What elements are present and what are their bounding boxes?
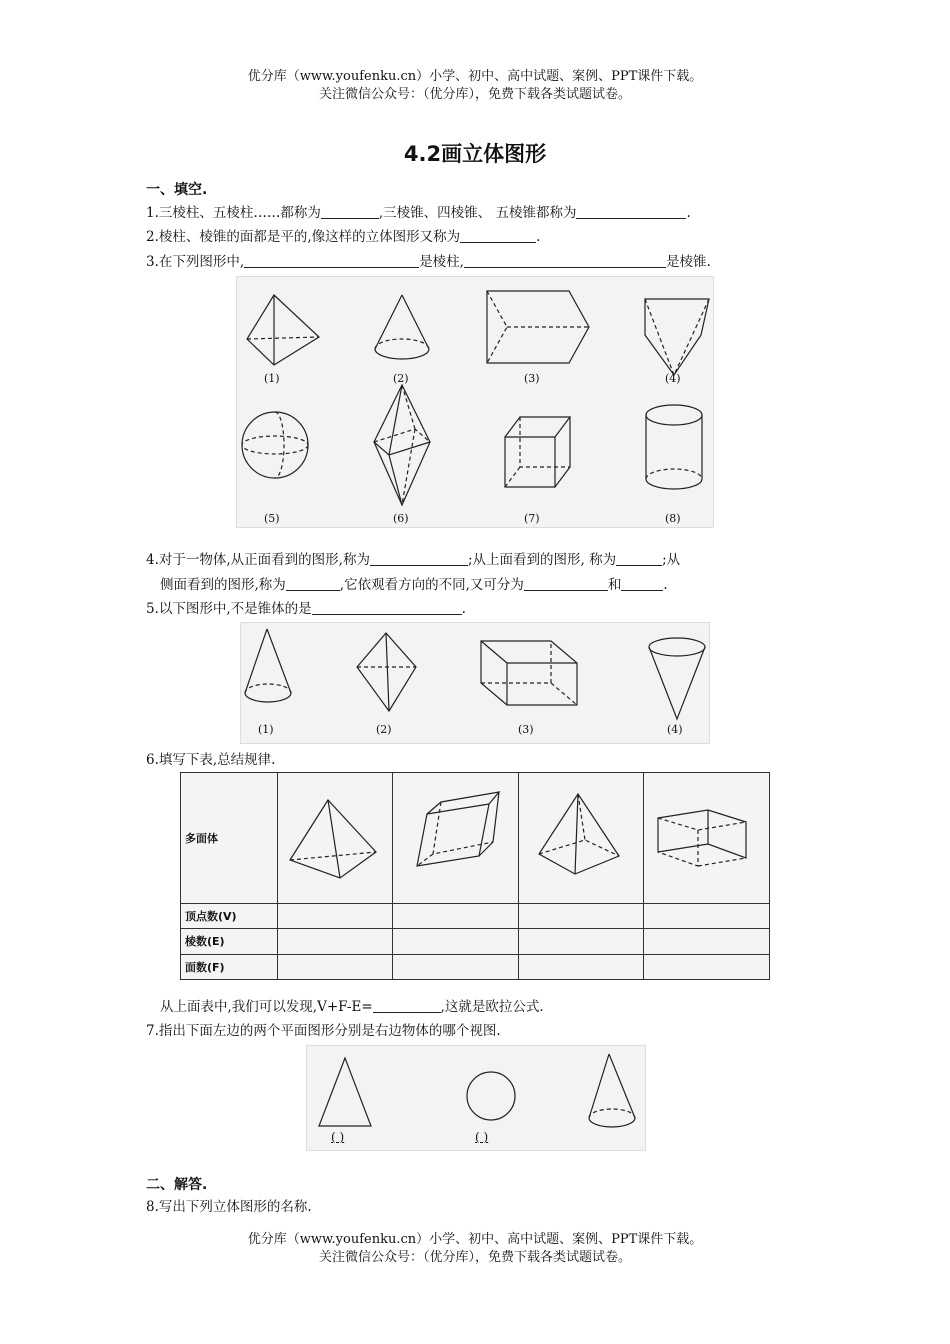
blank[interactable] <box>616 551 662 566</box>
question-4-continued: 侧面看到的图形,称为 ,它依观看方向的不同,又可分为 和 . <box>160 577 668 593</box>
faces-cell[interactable] <box>393 954 519 979</box>
row-label-vertices: 顶点数(V) <box>181 904 278 929</box>
tetrahedron-shape <box>282 782 382 892</box>
blank[interactable] <box>373 998 441 1013</box>
edges-cell[interactable] <box>278 929 393 954</box>
cone-shape-1 <box>245 629 291 702</box>
question-5: 5.以下图形中,不是锥体的是 . <box>146 601 466 617</box>
header-line-1: 优分库（www.youfenku.cn）小学、初中、高中试题、案例、PPT课件下载。 <box>247 69 703 84</box>
blank[interactable] <box>524 576 608 591</box>
square-pyramid-shape <box>523 782 633 892</box>
figure-label: (6) <box>393 512 409 525</box>
inverted-cone-shape-4 <box>649 638 705 719</box>
vertices-cell[interactable] <box>644 904 770 929</box>
answer-bracket-2[interactable]: ( ) <box>475 1130 489 1144</box>
row-label-edges: 棱数(E) <box>181 929 278 954</box>
footer-line-2: 关注微信公众号：（优分库），免费下载各类试题试卷。 <box>318 1250 631 1265</box>
blank[interactable] <box>370 551 468 566</box>
blank[interactable] <box>312 600 462 615</box>
question-4: 4.对于一物体,从正面看到的图形,称为 ;从上面看到的图形, 称为 ;从 <box>146 552 681 568</box>
q5-figure <box>240 622 710 744</box>
edges-cell[interactable] <box>393 929 519 954</box>
polyhedron-cell-1 <box>278 773 393 904</box>
section-fill-blank: 一、填空. <box>146 182 208 198</box>
blank[interactable] <box>244 253 419 268</box>
faces-cell[interactable] <box>278 954 393 979</box>
question-7: 7.指出下面左边的两个平面图形分别是右边物体的哪个视图. <box>146 1023 501 1039</box>
q3-figure <box>236 276 714 528</box>
question-1: 1.三棱柱、五棱柱……都称为 ,三棱锥、四棱锥、 五棱锥都称为 . <box>146 205 691 221</box>
row-label-faces: 面数(F) <box>181 954 278 979</box>
blank[interactable] <box>464 253 666 268</box>
answer-bracket-1[interactable]: ( ) <box>331 1130 345 1144</box>
figure-label: (3) <box>518 723 534 736</box>
polyhedron-cell-2 <box>393 773 519 904</box>
parallelepiped-shape <box>397 782 507 892</box>
edges-cell[interactable] <box>644 929 770 954</box>
figure-label: (1) <box>258 723 274 736</box>
vertices-cell[interactable] <box>278 904 393 929</box>
question-3: 3.在下列图形中, 是棱柱, 是棱锥. <box>146 254 711 270</box>
blank[interactable] <box>321 204 379 219</box>
q7-figure <box>306 1045 646 1151</box>
blank[interactable] <box>286 576 340 591</box>
figure-label: (2) <box>393 372 409 385</box>
figure-label: (4) <box>665 372 681 385</box>
figure-label: (4) <box>667 723 683 736</box>
row-label-polyhedron: 多面体 <box>181 773 278 904</box>
triangular-prism-shape <box>648 782 758 892</box>
question-6: 6.填写下表,总结规律. <box>146 752 276 768</box>
cone-object-shape <box>589 1054 635 1127</box>
pyramid-shape-2 <box>357 633 416 711</box>
polyhedra-table <box>180 772 770 980</box>
faces-cell[interactable] <box>518 954 644 979</box>
euler-formula-text: 从上面表中,我们可以发现,V+F-E= ,这就是欧拉公式. <box>160 999 544 1015</box>
section-answer: 二、解答. <box>146 1177 208 1193</box>
blank[interactable] <box>621 576 663 591</box>
figure-label: (1) <box>264 372 280 385</box>
figure-label: (5) <box>264 512 280 525</box>
circle-view-shape <box>467 1072 515 1120</box>
blank[interactable] <box>576 204 686 219</box>
vertices-cell[interactable] <box>393 904 519 929</box>
faces-cell[interactable] <box>644 954 770 979</box>
edges-cell[interactable] <box>518 929 644 954</box>
polyhedron-cell-3 <box>518 773 644 904</box>
question-2: 2.棱柱、棱锥的面都是平的,像这样的立体图形又称为 . <box>146 229 541 245</box>
question-8: 8.写出下列立体图形的名称. <box>146 1199 312 1215</box>
figure-label: (3) <box>524 372 540 385</box>
polyhedron-cell-4 <box>644 773 770 904</box>
vertices-cell[interactable] <box>518 904 644 929</box>
header-line-2: 关注微信公众号：（优分库），免费下载各类试题试卷。 <box>318 87 631 102</box>
triangle-view-shape <box>319 1058 371 1126</box>
footer-line-1: 优分库（www.youfenku.cn）小学、初中、高中试题、案例、PPT课件下载。 <box>247 1232 703 1247</box>
prism-shape-3 <box>481 641 577 705</box>
page-title: 4.2画立体图形 <box>403 142 547 166</box>
blank[interactable] <box>460 228 536 243</box>
figure-label: (7) <box>524 512 540 525</box>
figure-label: (2) <box>376 723 392 736</box>
figure-label: (8) <box>665 512 681 525</box>
